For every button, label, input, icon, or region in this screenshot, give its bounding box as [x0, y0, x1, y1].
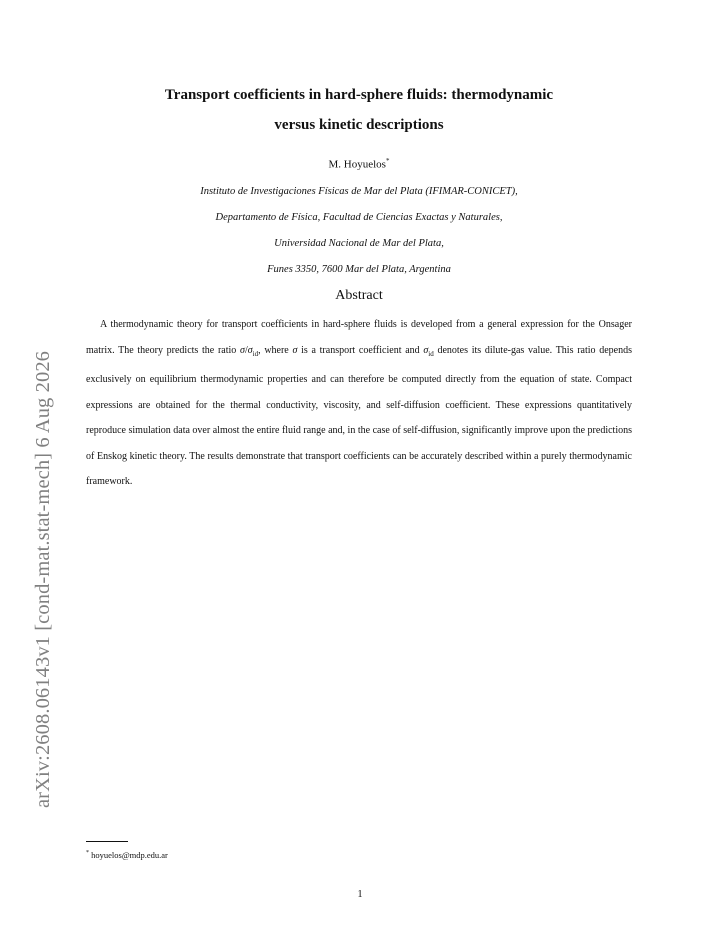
page-number: 1: [357, 889, 363, 900]
arxiv-identifier-text: arXiv:2608.06143v1 [cond-mat.stat-mech] 6 Aug 2026: [32, 350, 55, 808]
affiliation-block: [86, 179, 632, 283]
title-line-2: versus kinetic descriptions: [274, 117, 444, 133]
title-line-1: Transport coefficients in hard-sphere fluids: thermodynamic: [164, 87, 554, 103]
footnote-email: hoyuelos@mdp.edu.ar: [89, 849, 168, 860]
footnote-rule: [86, 841, 128, 842]
abstract-body: A thermodynamic theory for transport coefficients in hard-sphere fluids is developed from a general expression for the Onsager matrix. The theory predicts the ratio $\sigma/\sigma_{id}$, where σ is a transport coefficient and $\sigma_{id}$ denotes its dilute-gas value. This ratio depends exclusively on equilibrium thermodynamic properties and can therefore be computed directly from the equation of state. Compact expressions are obtained for the thermal conductivity, viscosity, and self-diffusion coefficient. These expressions quantitatively reproduce simulation data over almost the entire fluid range and, in the case of self-diffusion, significantly improve upon the predictions of Enskog kinetic theory. The results demonstrate that transport coefficients can be accurately described within a purely thermodynamic framework.: [86, 319, 632, 487]
arxiv-identifier-stamp: [24, 296, 64, 862]
footnote-marker: *: [86, 850, 89, 856]
paper-title: [86, 80, 632, 140]
author-name: M. Hoyuelos: [328, 158, 386, 171]
affiliation-line-4: Funes 3350, 7600 Mar del Plata, Argentina: [267, 264, 451, 275]
footnote: [86, 847, 168, 861]
author-footnote-marker: *: [385, 157, 390, 165]
affiliation-line-2: Departamento de Física, Facultad de Ciencias Exactas y Naturales,: [215, 212, 503, 223]
author-line: [86, 152, 632, 174]
abstract-heading: Abstract: [335, 288, 383, 303]
affiliation-line-3: Universidad Nacional de Mar del Plata,: [274, 238, 444, 249]
affiliation-line-1: Instituto de Investigaciones Físicas de Mar del Plata (IFIMAR-CONICET),: [200, 186, 518, 197]
